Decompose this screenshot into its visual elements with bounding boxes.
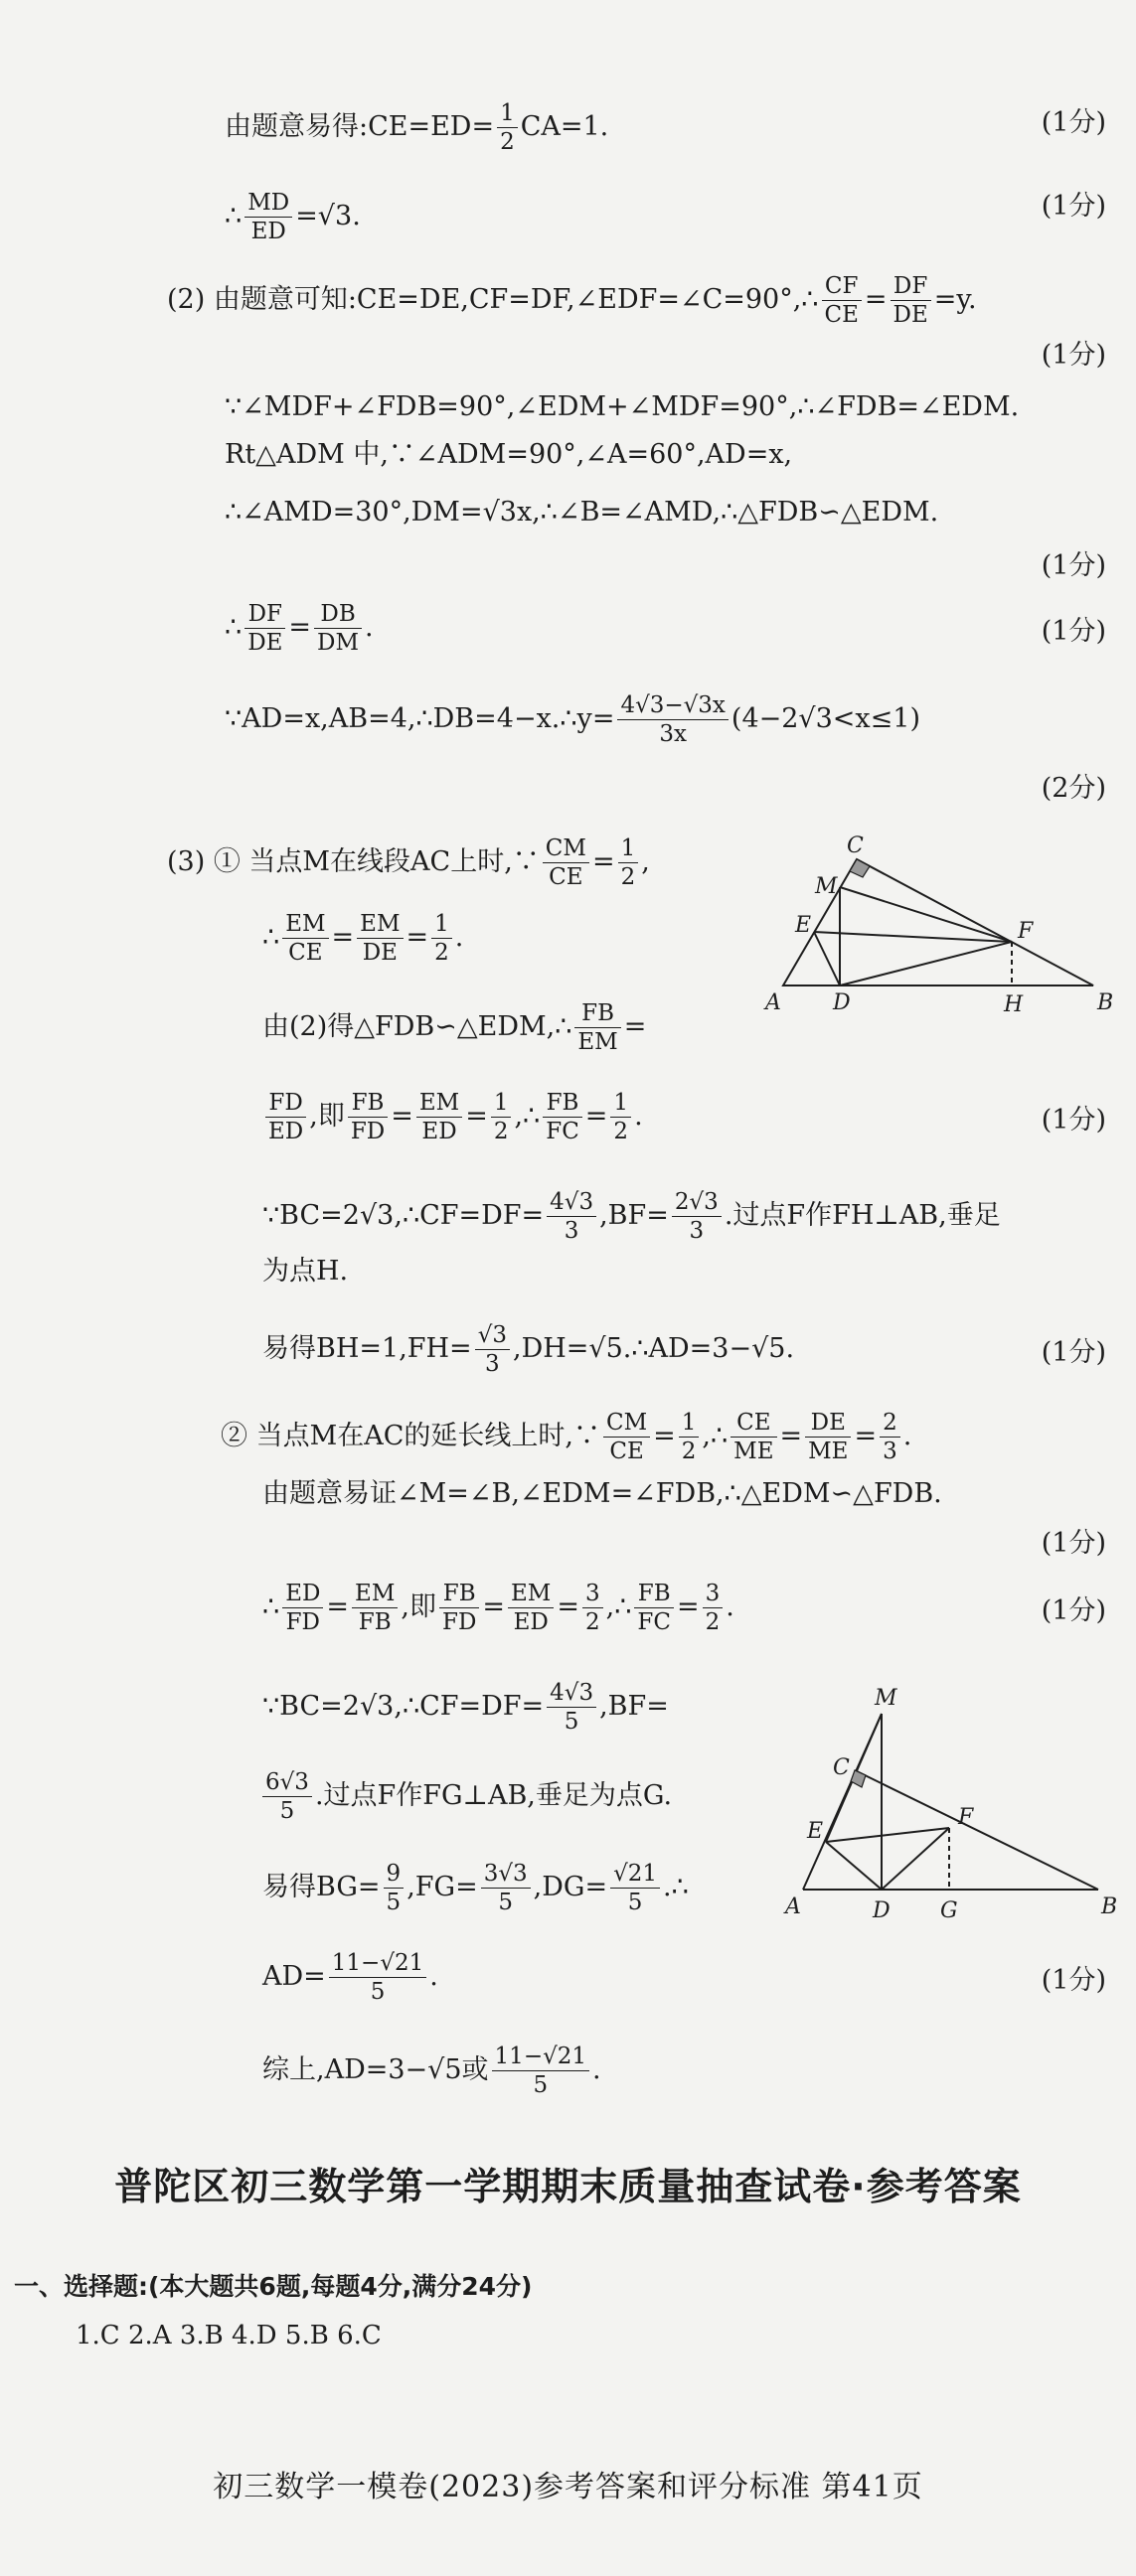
point-label: A xyxy=(785,1894,801,1919)
point-label: B xyxy=(1097,990,1113,1015)
line-1: 由题意易得:CE=ED= $\frac{1}{2}$ CA=1. xyxy=(225,100,609,155)
score: (1分) xyxy=(1041,616,1106,647)
line-7: ∴ $\frac{DF}{DE}$ = $\frac{DB}{DM}$ . xyxy=(225,601,374,656)
fraction: $\frac{1}{2}$ xyxy=(491,1089,512,1145)
geometry-figure-1 xyxy=(755,825,1113,1033)
fraction: $\frac{FB}{EM}$ xyxy=(574,999,620,1056)
fraction: $\frac{EM}{CE}$ xyxy=(282,910,328,967)
fraction: $\frac{1}{2}$ xyxy=(618,834,639,891)
line-16: ② 当点M在AC的延长线上时,∵ $\frac{CM}{CE}$ = $\frac{1}{2}$ ,∴ $\frac{CE}{ME}$ = $\frac{DE}{ME}$ = $\frac{2}{3}$ . xyxy=(221,1410,912,1464)
fraction: $\frac{2√3}{3}$ xyxy=(672,1188,722,1245)
line-18: ∴ $\frac{ED}{FD}$ = $\frac{EM}{FB}$ ,即 $\frac{FB}{FD}$ = $\frac{EM}{ED}$ = $\frac{3}{2}$ ,∴ $\frac{FB}{FC}$ = $\frac{3}{2}$ . xyxy=(262,1581,734,1635)
fraction: $\frac{DF}{DE}$ xyxy=(244,600,285,657)
fraction: $\frac{6√3}{5}$ xyxy=(262,1768,312,1825)
fraction: $\frac{CM}{CE}$ xyxy=(543,834,589,891)
point-label: G xyxy=(940,1898,958,1923)
fraction: $\frac{2}{3}$ xyxy=(880,1409,900,1465)
score: (1分) xyxy=(1041,107,1106,138)
point-label: D xyxy=(873,1898,891,1923)
point-label: F xyxy=(1018,919,1034,944)
fraction: $\frac{3√3}{5}$ xyxy=(481,1860,531,1916)
answer-list: 1.C 2.A 3.B 4.D 5.B 6.C xyxy=(76,2321,382,2350)
fraction: $\frac{√21}{5}$ xyxy=(610,1860,660,1916)
line-17: 由题意易证∠M=∠B,∠EDM=∠FDB,∴△EDM∽△FDB. xyxy=(262,1478,942,1509)
fraction: $\frac{EM}{ED}$ xyxy=(508,1580,554,1636)
fraction: $\frac{1}{2}$ xyxy=(679,1409,700,1465)
fraction: $\frac{CF}{CE}$ xyxy=(822,272,862,329)
point-label: E xyxy=(807,1819,824,1844)
fraction: $\frac{CE}{ME}$ xyxy=(730,1409,776,1465)
fraction: $\frac{CM}{CE}$ xyxy=(603,1409,650,1465)
fraction: $\frac{FB}{FC}$ xyxy=(543,1089,582,1145)
fraction: $\frac{11-√21}{5}$ xyxy=(492,2043,589,2099)
line-11: 由(2)得△FDB∽△EDM,∴ $\frac{FB}{EM}$ = xyxy=(262,1000,647,1055)
fraction: $\frac{1}{2}$ xyxy=(431,910,452,967)
line-10: ∴ $\frac{EM}{CE}$ = $\frac{EM}{DE}$ = $\frac{1}{2}$ . xyxy=(262,911,464,966)
line-8: ∵AD=x,AB=4,∴DB=4−x.∴y= $\frac{4√3-√3x}{3x}$ (4−2√3<x≤1) xyxy=(225,692,920,747)
point-label: H xyxy=(1004,992,1024,1017)
line-5: Rt△ADM 中,∵∠ADM=90°,∠A=60°,AD=x, xyxy=(225,439,793,470)
score: (1分) xyxy=(1041,1105,1106,1136)
line-22: AD= $\frac{11-√21}{5}$ . xyxy=(262,1950,438,2005)
score: (1分) xyxy=(1041,550,1106,581)
fraction: $\frac{EM}{FB}$ xyxy=(352,1580,398,1636)
fraction: $\frac{4√3-√3x}{3x}$ xyxy=(617,691,728,748)
fraction: $\frac{3}{2}$ xyxy=(582,1580,603,1636)
fraction: $\frac{ED}{FD}$ xyxy=(282,1580,323,1636)
line-23: 综上,AD=3−√5或 $\frac{11-√21}{5}$ . xyxy=(262,2044,601,2098)
line-12: $\frac{FD}{ED}$ ,即 $\frac{FB}{FD}$ = $\frac{EM}{ED}$ = $\frac{1}{2}$ ,∴ $\frac{FB}{FC}$ = $\frac{1}{2}$ . xyxy=(262,1089,643,1145)
line-15: 易得BH=1,FH= $\frac{√3}{3}$ ,DH=√5.∴AD=3−√5. xyxy=(262,1322,795,1377)
score: (1分) xyxy=(1041,1528,1106,1559)
point-label: A xyxy=(765,990,781,1015)
line-20: $\frac{6√3}{5}$ .过点F作FG⊥AB,垂足为点G. xyxy=(262,1768,672,1825)
line-4: ∵∠MDF+∠FDB=90°,∠EDM+∠MDF=90°,∴∠FDB=∠EDM. xyxy=(225,391,1020,422)
document-title: 普陀区初三数学第一学期期末质量抽查试卷·参考答案 xyxy=(114,2165,1022,2208)
score: (1分) xyxy=(1041,191,1106,222)
line-6: ∴∠AMD=30°,DM=√3x,∴∠B=∠AMD,∴△FDB∽△EDM. xyxy=(225,497,939,528)
score: (1分) xyxy=(1041,340,1106,371)
point-label: E xyxy=(795,913,812,938)
geometry-figure-2 xyxy=(765,1679,1133,1947)
score: (2分) xyxy=(1041,773,1106,804)
fraction: $\frac{4√3}{5}$ xyxy=(547,1679,596,1736)
fraction: $\frac{EM}{ED}$ xyxy=(416,1089,462,1145)
line-9: (3) ① 当点M在线段AC上时,∵ $\frac{CM}{CE}$ = $\frac{1}{2}$ , xyxy=(167,835,650,890)
line-19: ∵BC=2√3,∴CF=DF= $\frac{4√3}{5}$ ,BF= xyxy=(262,1680,669,1735)
line-3: (2) 由题意可知:CE=DE,CF=DF,∠EDF=∠C=90°,∴ $\frac{CF}{CE}$ = $\frac{DF}{DE}$ =y. xyxy=(167,273,977,328)
score: (1分) xyxy=(1041,1965,1106,1996)
fraction: $\frac{FB}{FD}$ xyxy=(439,1580,479,1636)
fraction: $\frac{√3}{3}$ xyxy=(475,1321,510,1378)
fraction: $\frac{1}{2}$ xyxy=(610,1089,631,1145)
point-label: C xyxy=(833,1755,850,1780)
score: (1分) xyxy=(1041,1337,1106,1368)
section-heading: 一、选择题:(本大题共6题,每题4分,满分24分) xyxy=(14,2272,533,2301)
fraction: $\frac{1}{2}$ xyxy=(497,99,518,156)
point-label: M xyxy=(815,874,838,899)
fraction: $\frac{9}{5}$ xyxy=(384,1860,405,1916)
fraction: $\frac{FB}{FD}$ xyxy=(348,1089,388,1145)
fraction: $\frac{DE}{ME}$ xyxy=(805,1409,851,1465)
point-label: M xyxy=(875,1686,897,1711)
fraction: $\frac{4√3}{3}$ xyxy=(547,1188,596,1245)
score: (1分) xyxy=(1041,1595,1106,1626)
line-2: ∴ $\frac{MD}{ED}$ =√3. xyxy=(225,190,361,244)
fraction: $\frac{FD}{ED}$ xyxy=(265,1089,306,1145)
fraction: $\frac{DF}{DE}$ xyxy=(891,272,931,329)
line-13: ∵BC=2√3,∴CF=DF= $\frac{4√3}{3}$ ,BF= $\frac{2√3}{3}$ .过点F作FH⊥AB,垂足 xyxy=(262,1189,1001,1244)
page-footer: 初三数学一模卷(2023)参考答案和评分标准 第41页 xyxy=(213,2470,923,2504)
line-14: 为点H. xyxy=(262,1256,349,1287)
line-21: 易得BG= $\frac{9}{5}$ ,FG= $\frac{3√3}{5}$ ,DG= $\frac{√21}{5}$ .∴ xyxy=(262,1861,689,1915)
point-label: C xyxy=(847,833,864,858)
point-label: B xyxy=(1101,1894,1118,1919)
fraction: $\frac{DB}{DM}$ xyxy=(314,600,362,657)
fraction: $\frac{3}{2}$ xyxy=(703,1580,724,1636)
point-label: F xyxy=(958,1805,974,1830)
point-label: D xyxy=(833,990,851,1015)
fraction: $\frac{11-√21}{5}$ xyxy=(329,1949,426,2006)
fraction: $\frac{FB}{FC}$ xyxy=(634,1580,674,1636)
fraction: $\frac{EM}{DE}$ xyxy=(357,910,403,967)
fraction: $\frac{MD}{ED}$ xyxy=(244,189,292,245)
